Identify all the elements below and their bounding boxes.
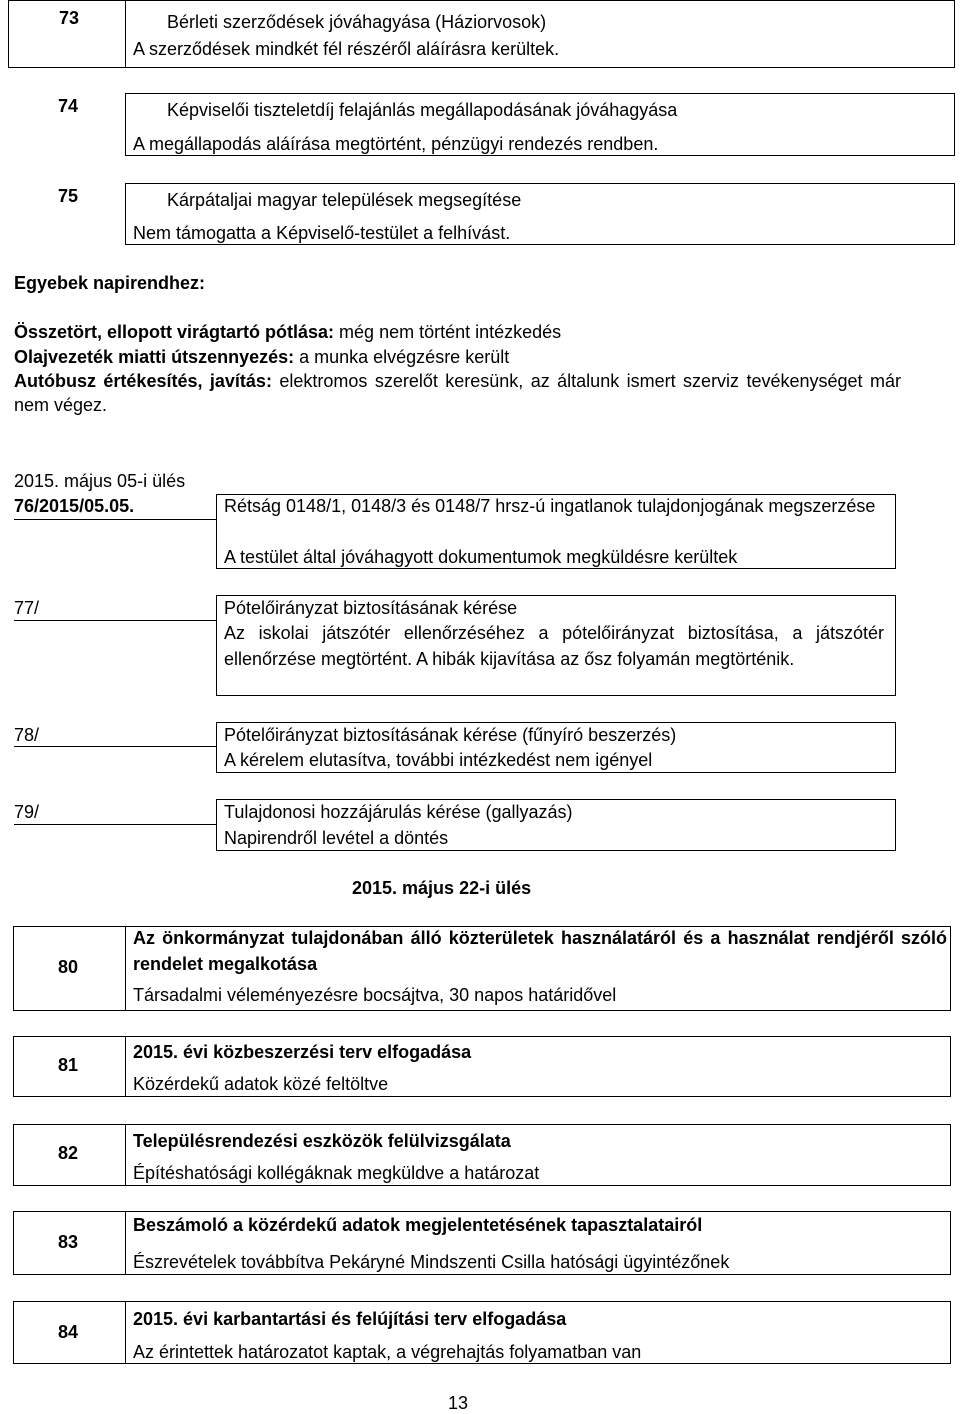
item-title: Településrendezési eszközök felülvizsgálata [133,1131,511,1151]
item-title: 2015. évi közbeszerzési terv elfogadása [133,1042,472,1062]
egyebek-item [14,369,901,417]
item-number: 73 [59,8,80,28]
egyebek-text: még nem történt intézkedés [334,322,562,342]
item-desc: Napirendről levétel a döntés [224,828,449,848]
item-title: Pótelőirányzat biztosításának kérése [224,598,518,618]
item-title: Beszámoló a közérdekű adatok megjelentetésének tapasztalatairól [133,1215,703,1235]
item-title: Tulajdonosi hozzájárulás kérése (gallyazás) [224,802,573,822]
item-desc: Az iskolai játszótér ellenőrzéséhez a pótelőirányzat biztosítása, a játszótér ellenőrzése megtörtént. A hibák kijavítása az ősz folyamán megtörténik. [224,623,884,669]
item-desc: Építéshatósági kollégáknak megküldve a határozat [133,1163,540,1183]
session-title: 2015. május 05-i ülés [14,471,186,491]
number-cell [8,0,126,68]
item-title: Rétság 0148/1, 0148/3 és 0148/7 hrsz-ú ingatlanok tulajdonjogának megszerzése [224,496,876,516]
item-number: 79/ [14,802,40,822]
item-title: Bérleti szerződések jóváhagyása (Háziorvosok) [167,12,547,32]
egyebek-label: Összetört, ellopott virágtartó pótlása: [14,322,335,342]
number-cell [13,926,126,1011]
session-title: 2015. május 22-i ülés [352,878,532,898]
section-heading: Egyebek napirendhez: [14,273,206,293]
item-number: 76/2015/05.05. [14,496,135,516]
item-title: Pótelőirányzat biztosításának kérése (fűnyíró beszerzés) [224,725,677,745]
item-desc: A szerződések mindkét fél részéről aláírásra kerültek. [133,39,560,59]
item-number: 83 [58,1232,79,1252]
item-number: 80 [58,957,79,977]
separator [14,519,216,520]
number-cell [13,1211,126,1275]
item-number: 77/ [14,598,40,618]
item-number: 78/ [14,725,40,745]
item-desc: A testület által jóváhagyott dokumentumok megküldésre kerültek [224,547,738,567]
separator [14,620,216,621]
item-title: Az önkormányzat tulajdonában álló közterületek használatáról és a használat rendjéről szóló rendelet megalkotása [133,928,947,974]
egyebek-item [14,346,509,368]
egyebek-item [14,321,561,343]
egyebek-label: Olajvezeték miatti útszennyezés: [14,347,295,367]
number-cell [13,1301,126,1364]
item-desc: A megállapodás aláírása megtörtént, pénzügyi rendezés rendben. [133,134,659,154]
number-cell [13,1124,126,1186]
item-number: 84 [58,1322,79,1342]
egyebek-text: elektromos szerelőt keresünk, az általunk ismert szerviz tevékenységet már nem végez. [14,371,901,415]
separator [14,824,216,825]
egyebek-text: a munka elvégzésre került [294,347,510,367]
item-number: 81 [58,1055,79,1075]
item-number: 82 [58,1143,79,1163]
item-desc: Észrevételek továbbítva Pekáryné Mindszenti Csilla hatósági ügyintézőnek [133,1252,730,1272]
item-number: 74 [58,96,79,116]
number-cell [13,1036,126,1097]
item-desc: Az érintettek határozatot kaptak, a végrehajtás folyamatban van [133,1342,642,1362]
page-number: 13 [448,1393,469,1413]
item-desc: A kérelem elutasítva, további intézkedést nem igényel [224,750,653,770]
separator [14,746,216,747]
item-title: Kárpátaljai magyar települések megsegítése [167,190,522,210]
item-desc: Társadalmi véleményezésre bocsájtva, 30 napos határidővel [133,985,617,1005]
item-desc: Közérdekű adatok közé feltöltve [133,1074,389,1094]
egyebek-label: Autóbusz értékesítés, javítás: [14,371,272,391]
item-number: 75 [58,186,79,206]
item-title: 2015. évi karbantartási és felújítási terv elfogadása [133,1309,567,1329]
item-desc: Nem támogatta a Képviselő-testület a felhívást. [133,223,511,243]
item-title: Képviselői tiszteletdíj felajánlás megállapodásának jóváhagyása [167,100,678,120]
